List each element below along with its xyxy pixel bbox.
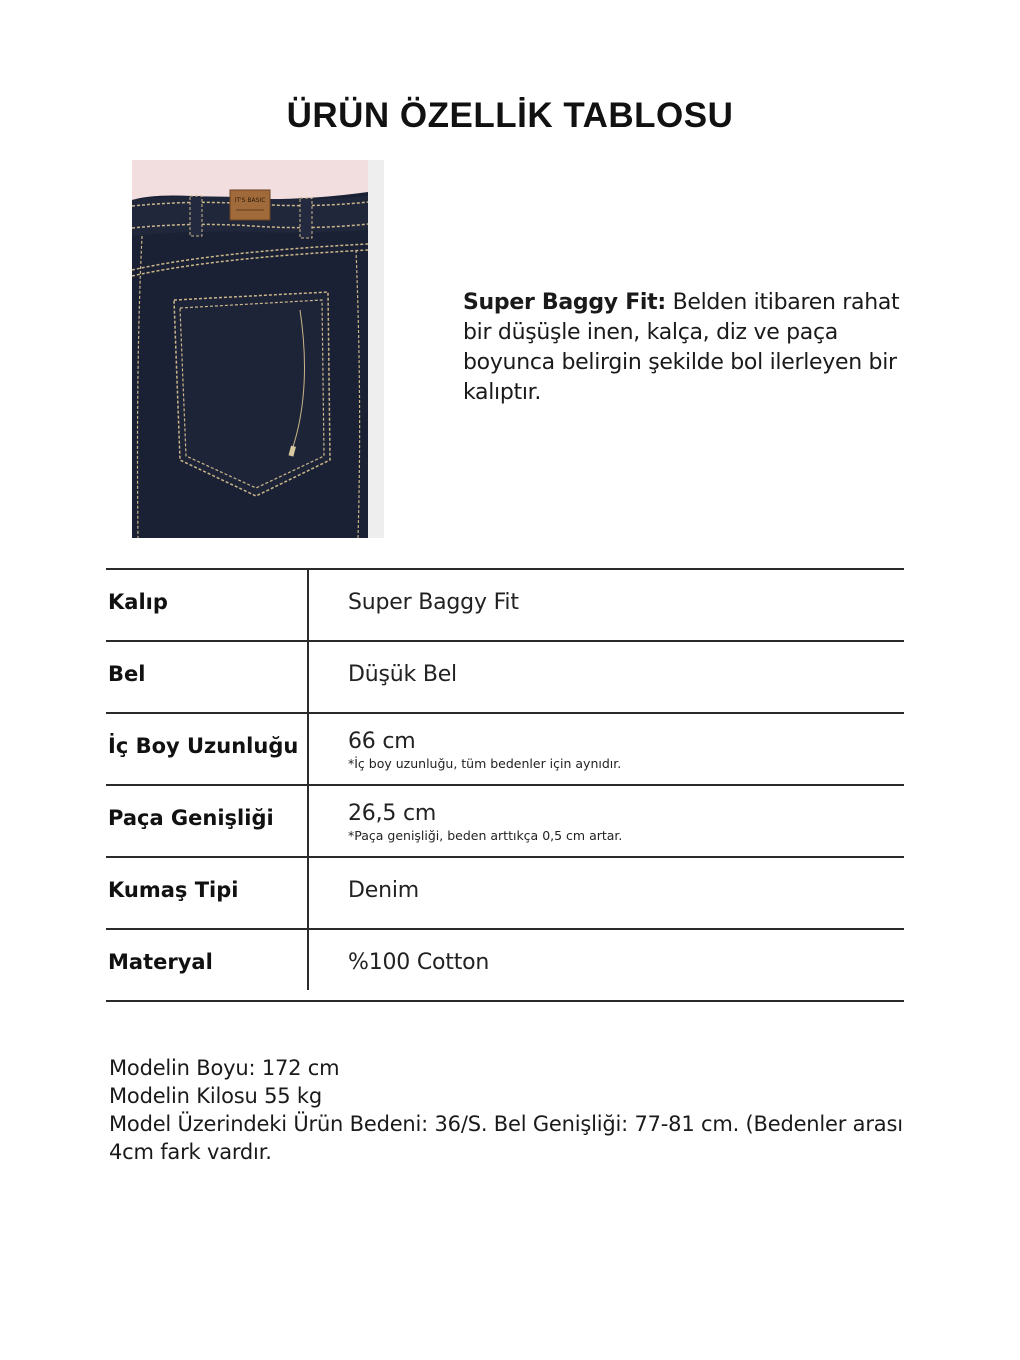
spec-label-ic-boy: İç Boy Uzunluğu [108,734,299,758]
table-row [106,640,904,712]
page-title: ÜRÜN ÖZELLİK TABLOSU [286,96,734,135]
spec-label-kalip: Kalıp [108,590,168,614]
spec-value-kumas: Denim [348,878,419,903]
model-weight: Modelin Kilosu 55 kg [109,1084,322,1108]
spec-table [106,568,904,1002]
table-row [106,856,904,928]
model-height: Modelin Boyu: 172 cm [109,1056,340,1080]
fit-description-text: Belden itibaren rahat bir düşüşle inen, kalça, diz ve paça boyunca belirgin şekilde bol ilerleyen bir kalıptır. [463,290,900,405]
spec-label-materyal: Materyal [108,950,213,974]
spec-value-kalip: Super Baggy Fit [348,590,519,615]
patch-label: IT'S BASIC [234,197,266,204]
spec-label-bel: Bel [108,662,146,686]
table-row [106,928,904,1002]
spec-label-paca: Paça Genişliği [108,806,274,830]
table-row [106,784,904,856]
spec-value-paca [348,801,622,843]
model-info [109,1054,929,1166]
fit-description-title: Super Baggy Fit: [463,290,666,315]
jeans-back-illustration [132,160,384,538]
spec-note-paca: *Paça genişliği, beden arttıkça 0,5 cm artar. [348,828,623,843]
fit-description [463,288,923,408]
table-row [106,712,904,784]
product-photo [132,160,384,538]
spec-value-materyal: %100 Cotton [348,950,490,975]
spec-value-ic-boy [348,729,621,771]
table-row [106,568,904,640]
spec-value-paca-main: 26,5 cm [348,801,437,826]
spec-value-bel: Düşük Bel [348,662,457,687]
spec-label-kumas: Kumaş Tipi [108,878,239,902]
model-size: Model Üzerindeki Ürün Bedeni: 36/S. Bel Genişliği: 77-81 cm. (Bedenler arası 4cm fark vardır. [109,1112,903,1164]
spec-note-ic-boy: *İç boy uzunluğu, tüm bedenler için aynıdır. [348,756,622,771]
spec-value-ic-boy-main: 66 cm [348,729,416,754]
